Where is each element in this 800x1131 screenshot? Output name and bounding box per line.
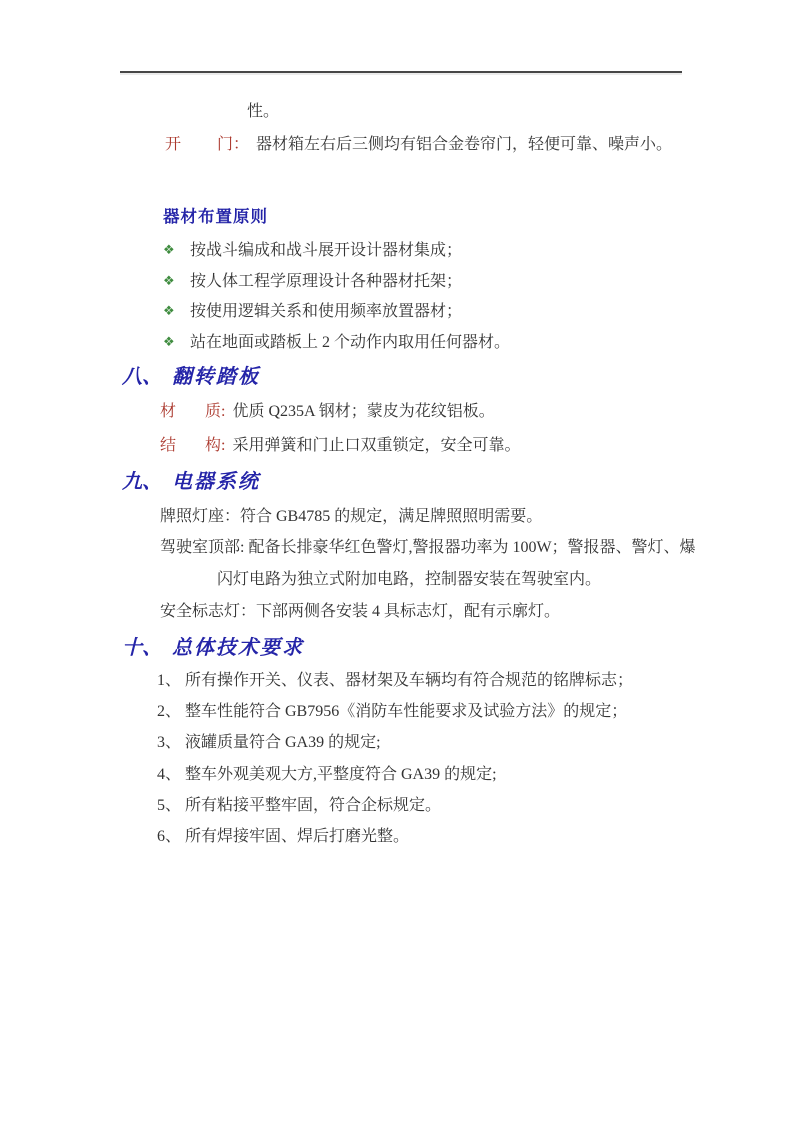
structure-definition-line — [160, 435, 520, 457]
door-label-first: 开 — [165, 136, 182, 153]
item-text: 所有粘接平整牢固，符合企标规定。 — [185, 797, 442, 814]
bullet-text: 站在地面或踏板上 2 个动作内取用任何器材。 — [190, 334, 511, 351]
bullet-text: 按战斗编成和战斗展开设计器材集成； — [190, 242, 463, 259]
bullet-text: 按使用逻辑关系和使用频率放置器材； — [190, 303, 463, 320]
section-title: 总体技术要求 — [172, 637, 304, 659]
item-text: 整车性能符合 GB7956《消防车性能要求及试验方法》的规定； — [185, 703, 628, 720]
item-number: 5、 — [157, 797, 182, 814]
section-9-heading — [122, 469, 260, 495]
section-number: 十、 — [122, 637, 162, 659]
item-number: 2、 — [157, 703, 182, 720]
paragraph-line: 牌照灯座：符合 GB4785 的规定，满足牌照照明需要。 — [160, 508, 543, 525]
equipment-layout-heading: 器材布置原则 — [163, 208, 268, 226]
item-text: 所有焊接牢固、焊后打磨光整。 — [185, 828, 410, 845]
numbered-item — [157, 732, 381, 754]
structure-label-second: 构: — [205, 437, 226, 454]
door-definition-line — [165, 134, 672, 156]
header-rule — [120, 71, 682, 73]
section-10-heading — [122, 635, 304, 661]
section-title: 翻转踏板 — [172, 366, 260, 388]
diamond-bullet-icon: ❖ — [163, 304, 175, 319]
section-title: 电器系统 — [172, 471, 260, 493]
door-text: 器材箱左右后三侧均有铝合金卷帘门，轻便可靠、噪声小。 — [256, 136, 673, 153]
item-number: 1、 — [157, 672, 182, 689]
paragraph-line: 闪灯电路为独立式附加电路，控制器安装在驾驶室内。 — [217, 571, 602, 588]
item-number: 6、 — [157, 828, 182, 845]
material-label-second: 质: — [205, 403, 226, 420]
item-number: 4、 — [157, 766, 182, 783]
continuation-text: 性。 — [247, 103, 280, 120]
material-definition-line — [160, 401, 495, 423]
bullet-text: 按人体工程学原理设计各种器材托架； — [190, 273, 463, 290]
numbered-item — [157, 764, 497, 786]
numbered-item — [157, 795, 441, 817]
structure-text: 采用弹簧和门止口双重锁定，安全可靠。 — [232, 437, 521, 454]
door-label-second: 门： — [217, 136, 250, 153]
structure-label-first: 结 — [160, 437, 177, 454]
section-number: 九、 — [122, 471, 162, 493]
list-item — [163, 240, 462, 262]
material-text: 优质 Q235A 钢材；蒙皮为花纹铝板。 — [232, 403, 495, 420]
diamond-bullet-icon: ❖ — [163, 335, 175, 350]
section-number: 八、 — [122, 366, 162, 388]
paragraph-line: 安全标志灯：下部两侧各安装 4 具标志灯，配有示廓灯。 — [160, 603, 561, 620]
diamond-bullet-icon: ❖ — [163, 243, 175, 258]
item-text: 整车外观美观大方,平整度符合 GA39 的规定; — [185, 766, 497, 783]
paragraph-line: 驾驶室顶部: 配备长排豪华红色警灯,警报器功率为 100W；警报器、警灯、爆 — [160, 539, 696, 556]
list-item — [163, 332, 510, 354]
list-item — [163, 301, 462, 323]
numbered-item — [157, 670, 633, 692]
diamond-bullet-icon: ❖ — [163, 274, 175, 289]
material-label-first: 材 — [160, 403, 177, 420]
item-text: 液罐质量符合 GA39 的规定; — [185, 734, 381, 751]
section-8-heading — [122, 364, 260, 390]
item-number: 3、 — [157, 734, 182, 751]
numbered-item — [157, 826, 409, 848]
list-item — [163, 271, 462, 293]
item-text: 所有操作开关、仪表、器材架及车辆均有符合规范的铭牌标志； — [185, 672, 634, 689]
numbered-item — [157, 701, 627, 723]
